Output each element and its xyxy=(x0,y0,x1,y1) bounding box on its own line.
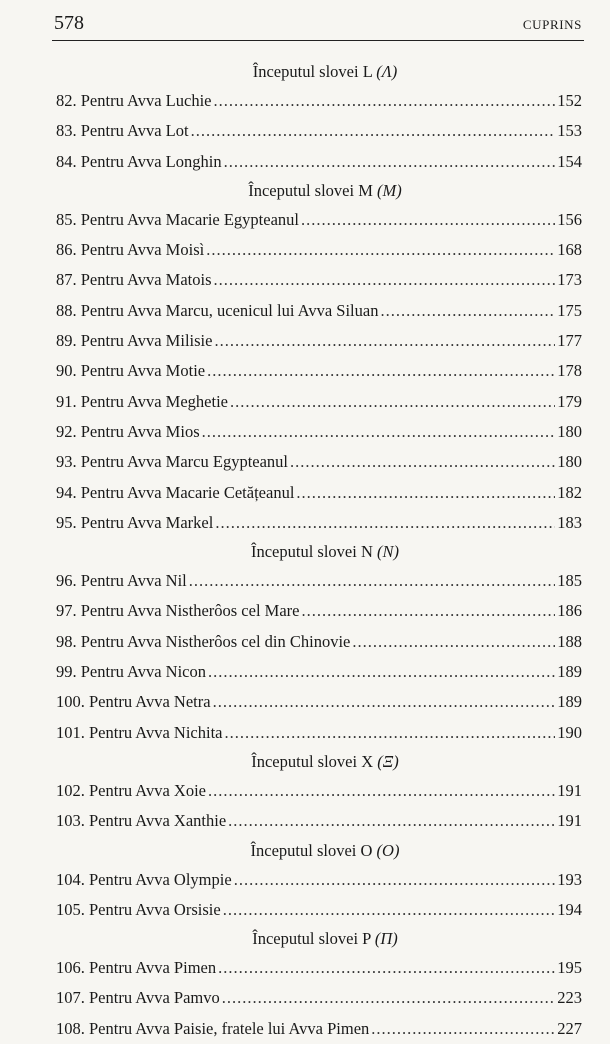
toc-entry[interactable] xyxy=(56,447,582,477)
toc-entry-title: 87. Pentru Avva Matois xyxy=(56,270,212,290)
dot-leader xyxy=(214,86,556,116)
section-heading-letter: (M) xyxy=(377,180,402,200)
dot-leader xyxy=(352,627,555,657)
toc-entry[interactable] xyxy=(56,387,582,417)
dot-leader xyxy=(189,566,555,596)
dot-leader xyxy=(206,235,555,265)
section-heading-text: Începutul slovei X xyxy=(251,751,374,771)
toc-entry-page: 168 xyxy=(557,240,582,260)
toc-entry[interactable] xyxy=(56,417,582,447)
dot-leader xyxy=(296,478,555,508)
toc-entry-title: 88. Pentru Avva Marcu, ucenicul lui Avva Siluan xyxy=(56,300,379,320)
toc-entry[interactable] xyxy=(56,356,582,386)
toc-entry-title: 104. Pentru Avva Olympie xyxy=(56,869,232,889)
toc-entry-page: 227 xyxy=(557,1018,582,1038)
section-heading-text: Începutul slovei O xyxy=(250,840,373,860)
dot-leader xyxy=(207,356,555,386)
toc-entry[interactable] xyxy=(56,147,582,177)
toc-entry-page: 189 xyxy=(557,692,582,712)
toc-entry-title: 99. Pentru Avva Nicon xyxy=(56,662,207,682)
dot-leader xyxy=(208,776,555,806)
dot-leader xyxy=(225,718,556,748)
section-heading xyxy=(56,748,582,776)
toc-entry-title: 98. Pentru Avva Nistherôos cel din Chinovie xyxy=(56,631,351,651)
toc-entry-title: 95. Pentru Avva Markel xyxy=(56,512,214,532)
dot-leader xyxy=(380,296,555,326)
toc-entry-page: 183 xyxy=(557,512,582,532)
dot-leader xyxy=(202,417,556,447)
toc-entry[interactable] xyxy=(56,86,582,116)
toc-entry-title: 82. Pentru Avva Luchie xyxy=(56,91,212,110)
toc-entry-page: 186 xyxy=(557,601,582,621)
toc-entry-page: 180 xyxy=(557,421,582,441)
toc-entry-title: 97. Pentru Avva Nistherôos cel Mare xyxy=(56,601,300,621)
section-heading-letter: (Π) xyxy=(374,929,398,949)
toc-entry-page: 156 xyxy=(557,209,582,229)
dot-leader xyxy=(223,895,556,925)
toc-entry-page: 180 xyxy=(557,452,582,472)
dot-leader xyxy=(230,387,555,417)
toc-entry-page: 153 xyxy=(557,121,582,141)
toc-entry[interactable] xyxy=(56,566,582,596)
dot-leader xyxy=(301,596,555,626)
toc-entry-page: 185 xyxy=(557,571,582,591)
section-heading-letter: (Ξ) xyxy=(377,751,399,771)
toc-entry-title: 103. Pentru Avva Xanthie xyxy=(56,811,227,831)
toc-entry-title: 102. Pentru Avva Xoie xyxy=(56,780,207,800)
toc-entry-page: 175 xyxy=(557,300,582,320)
toc-entry-title: 108. Pentru Avva Paisie, fratele lui Avva Pimen xyxy=(56,1018,370,1038)
running-header: CUPRINS xyxy=(522,17,582,32)
toc-entry[interactable] xyxy=(56,718,582,748)
toc-entry-title: 90. Pentru Avva Motie xyxy=(56,361,206,381)
toc-entry-title: 101. Pentru Avva Nichita xyxy=(56,722,223,742)
dot-leader xyxy=(301,205,555,235)
toc-entry-title: 100. Pentru Avva Netra xyxy=(56,692,211,712)
toc-entry-page: 223 xyxy=(557,988,582,1008)
toc-entry[interactable] xyxy=(56,627,582,657)
toc-entry[interactable] xyxy=(56,806,582,836)
section-heading-letter: (O) xyxy=(376,840,400,860)
header-rule xyxy=(52,40,584,41)
dot-leader xyxy=(213,687,556,717)
toc-entry-title: 86. Pentru Avva Moisì xyxy=(56,240,205,260)
toc-entry-page: 154 xyxy=(557,151,582,171)
toc-entry-page: 179 xyxy=(557,391,582,411)
toc-entry-title: 83. Pentru Avva Lot xyxy=(56,121,189,141)
dot-leader xyxy=(224,147,556,177)
section-heading xyxy=(56,177,582,205)
toc-entry[interactable] xyxy=(56,116,582,146)
toc-entry[interactable] xyxy=(56,205,582,235)
dot-leader xyxy=(191,116,556,146)
dot-leader xyxy=(290,447,555,477)
toc-entry-page: 194 xyxy=(557,899,582,919)
dot-leader xyxy=(214,326,555,356)
toc-entry-title: 91. Pentru Avva Meghetie xyxy=(56,391,228,411)
section-heading xyxy=(56,58,582,86)
section-heading xyxy=(56,538,582,566)
toc-entry-title: 93. Pentru Avva Marcu Egypteanul xyxy=(56,452,289,472)
toc-entry-title: 89. Pentru Avva Milisie xyxy=(56,331,213,351)
section-heading-letter: (N) xyxy=(377,542,399,562)
dot-leader xyxy=(228,806,555,836)
toc-entry[interactable] xyxy=(56,235,582,265)
toc-entry[interactable] xyxy=(56,687,582,717)
toc-entry[interactable] xyxy=(56,1014,582,1044)
toc-entry-page: 188 xyxy=(557,631,582,651)
toc-entry[interactable] xyxy=(56,776,582,806)
toc-entry-page: 152 xyxy=(557,91,582,110)
toc-entry-title: 107. Pentru Avva Pamvo xyxy=(56,988,220,1008)
toc-entry-page: 177 xyxy=(557,331,582,351)
toc-entry[interactable] xyxy=(56,865,582,895)
toc-entry[interactable] xyxy=(56,953,582,983)
toc-entry-title: 85. Pentru Avva Macarie Egypteanul xyxy=(56,209,299,229)
table-of-contents xyxy=(56,58,582,1044)
dot-leader xyxy=(215,508,555,538)
toc-entry-title: 106. Pentru Avva Pimen xyxy=(56,958,217,978)
section-heading xyxy=(56,925,582,953)
dot-leader xyxy=(208,657,555,687)
toc-entry-title: 105. Pentru Avva Orsisie xyxy=(56,899,221,919)
toc-entry-page: 173 xyxy=(557,270,582,290)
toc-entry-page: 191 xyxy=(557,811,582,831)
toc-entry[interactable] xyxy=(56,478,582,508)
dot-leader xyxy=(234,865,556,895)
toc-entry-title: 96. Pentru Avva Nil xyxy=(56,571,187,591)
toc-entry-page: 190 xyxy=(557,722,582,742)
section-heading-text: Începutul slovei P xyxy=(252,929,371,949)
dot-leader xyxy=(214,265,556,295)
toc-entry-title: 92. Pentru Avva Mios xyxy=(56,421,200,441)
toc-entry[interactable] xyxy=(56,657,582,687)
dot-leader xyxy=(222,983,555,1013)
toc-entry-page: 178 xyxy=(557,361,582,381)
section-heading-text: Începutul slovei N xyxy=(250,542,373,562)
toc-entry-page: 193 xyxy=(557,869,582,889)
section-heading-text: Începutul slovei L xyxy=(252,62,373,81)
toc-entry-page: 195 xyxy=(557,958,582,978)
toc-entry-page: 191 xyxy=(557,780,582,800)
section-heading-text: Începutul slovei M xyxy=(248,180,373,200)
toc-entry-page: 189 xyxy=(557,662,582,682)
dot-leader xyxy=(371,1014,555,1044)
toc-entry[interactable] xyxy=(56,895,582,925)
toc-entry[interactable] xyxy=(56,265,582,295)
toc-entry[interactable] xyxy=(56,296,582,326)
toc-entry[interactable] xyxy=(56,326,582,356)
toc-entry-title: 84. Pentru Avva Longhin xyxy=(56,151,222,171)
page-number: 578 xyxy=(54,12,84,34)
toc-entry[interactable] xyxy=(56,508,582,538)
dot-leader xyxy=(218,953,555,983)
toc-entry[interactable] xyxy=(56,596,582,626)
section-heading xyxy=(56,837,582,865)
toc-entry-title: 94. Pentru Avva Macarie Cetățeanul xyxy=(56,482,295,502)
toc-entry[interactable] xyxy=(56,983,582,1013)
toc-entry-page: 182 xyxy=(557,482,582,502)
section-heading-letter: (Λ) xyxy=(376,62,398,81)
